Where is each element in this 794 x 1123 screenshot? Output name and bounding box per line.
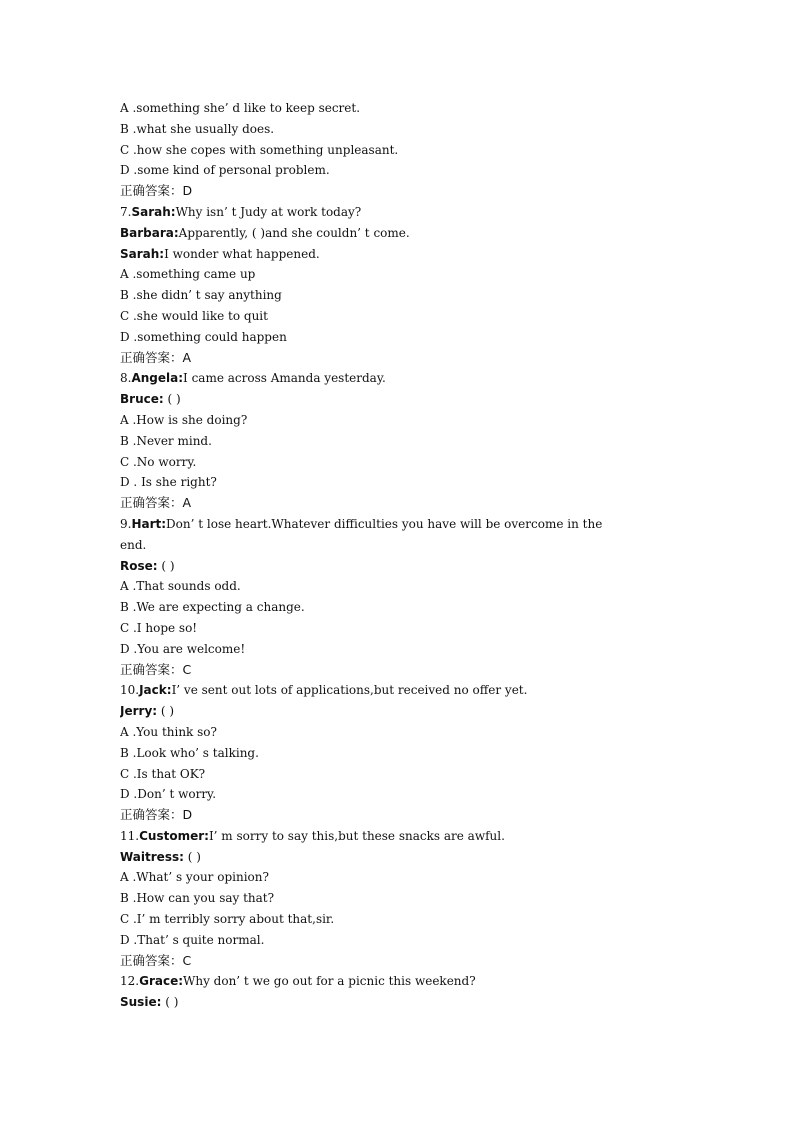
answer-key: 正确答案：C [120, 952, 192, 968]
option-c: C .how she copes with something unpleasant. [120, 142, 399, 157]
option-c: C .I’ m terribly sorry about that,sir. [120, 912, 335, 927]
option-b: B .How can you say that? [120, 891, 275, 906]
question-number: 10. [120, 683, 140, 698]
option-d: D .That’ s quite normal. [120, 932, 265, 947]
dialogue-line [120, 992, 680, 1013]
dialogue-line [120, 556, 680, 577]
question-number: 11. [120, 828, 140, 843]
dialogue-line [120, 389, 680, 410]
speaker-name: Jerry: [120, 704, 158, 719]
question-10 [120, 680, 680, 701]
option-d: D .Don’ t worry. [120, 787, 217, 802]
speaker-name: Susie: [120, 995, 162, 1010]
answer-key: 正确答案：C [120, 661, 192, 677]
question-9 [120, 514, 680, 535]
speaker-name: Grace: [139, 974, 184, 989]
question-8 [120, 368, 680, 389]
option-b: B .she didn’ t say anything [120, 288, 282, 303]
speaker-name: Rose: [120, 558, 158, 573]
dialogue-text: ( ) [161, 995, 179, 1010]
dialogue-line [120, 701, 680, 722]
answer-key: 正确答案：A [120, 349, 192, 365]
question-number: 12. [120, 974, 140, 989]
option-d: D .some kind of personal problem. [120, 163, 330, 178]
option-d: D .You are welcome! [120, 641, 246, 656]
option-b: B .Look who’ s talking. [120, 745, 259, 760]
dialogue-text: Why don’ t we go out for a picnic this weekend? [183, 974, 476, 989]
dialogue-line [120, 223, 680, 244]
speaker-name: Waitress: [120, 849, 184, 864]
option-a: A .What’ s your opinion? [120, 870, 269, 885]
answer-key: 正确答案：D [120, 807, 193, 823]
option-c: C .Is that OK? [120, 766, 206, 781]
dialogue-text: I wonder what happened. [164, 246, 320, 261]
speaker-name: Angela: [131, 371, 184, 386]
question-number: 7. [120, 204, 132, 219]
dialogue-text: I’ m sorry to say this,but these snacks are awful. [208, 828, 505, 843]
speaker-name: Sarah: [131, 204, 176, 219]
speaker-name: Barbara: [120, 225, 179, 240]
dialogue-text: ( ) [157, 558, 175, 573]
dialogue-text: ( ) [183, 849, 201, 864]
option-a: A .How is she doing? [120, 412, 248, 427]
option-d: D . Is she right? [120, 475, 217, 490]
document-page [120, 98, 680, 1013]
option-c: C .she would like to quit [120, 308, 268, 323]
dialogue-continuation: end. [120, 537, 147, 552]
speaker-name: Jack: [139, 683, 172, 698]
dialogue-text: Don’ t lose heart.Whatever difficulties you have will be overcome in the [166, 516, 603, 531]
speaker-name: Customer: [139, 828, 209, 843]
dialogue-text: Apparently, ( )and she couldn’ t come. [178, 225, 410, 240]
speaker-name: Sarah: [120, 246, 165, 261]
option-a: A .That sounds odd. [120, 579, 241, 594]
question-11 [120, 826, 680, 847]
option-d: D .something could happen [120, 329, 287, 344]
dialogue-text: I came across Amanda yesterday. [183, 371, 386, 386]
question-12 [120, 971, 680, 992]
speaker-name: Bruce: [120, 392, 164, 407]
answer-key: 正确答案：A [120, 495, 192, 511]
speaker-name: Hart: [131, 516, 167, 531]
option-c: C .I hope so! [120, 620, 198, 635]
dialogue-text: ( ) [163, 392, 181, 407]
question-7 [120, 202, 680, 223]
option-b: B .what she usually does. [120, 121, 275, 136]
option-a: A .something she’ d like to keep secret. [120, 101, 361, 115]
answer-key: 正确答案：D [120, 183, 193, 199]
dialogue-text: I’ ve sent out lots of applications,but received no offer yet. [171, 683, 528, 698]
question-number: 8. [120, 371, 132, 386]
option-a: A .something came up [120, 267, 256, 282]
dialogue-line [120, 847, 680, 868]
dialogue-line [120, 244, 680, 265]
question-number: 9. [120, 516, 132, 531]
dialogue-text: ( ) [157, 704, 175, 719]
dialogue-text: Why isn’ t Judy at work today? [175, 204, 362, 219]
option-b: B .Never mind. [120, 433, 212, 448]
option-b: B .We are expecting a change. [120, 600, 305, 615]
option-c: C .No worry. [120, 454, 197, 469]
option-a: A .You think so? [120, 724, 217, 739]
